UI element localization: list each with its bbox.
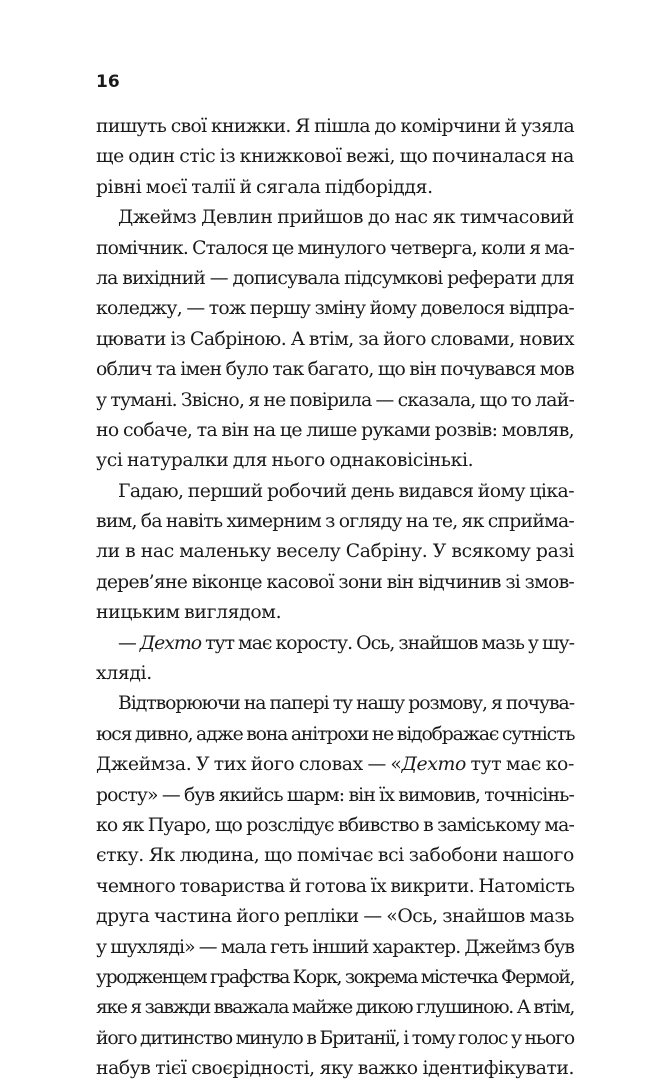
text-line: уродженцем графства Корк, зокрема містечка Фермой,: [96, 966, 574, 988]
text-line: коледжу, — тож першу зміну йому довелося відпра-: [96, 298, 574, 320]
text-line: Джеймз Девлин прийшов до нас як тимчасовий: [118, 207, 574, 229]
text-line: ще один стіс із книжкової вежі, що починалася на: [96, 146, 574, 168]
text-segment: —: [118, 632, 140, 654]
italic-word: Дехто: [401, 754, 466, 776]
text-line: усі натуралки для нього однаковісінькі.: [96, 450, 474, 472]
text-line: ли в нас маленьку веселу Сабріну. У всякому разі: [96, 541, 574, 563]
text-line: но собаче, та він на це лише руками розвів: мовляв,: [96, 419, 574, 441]
page-number: 16: [96, 72, 120, 92]
text-line: [96, 750, 574, 780]
text-segment: тут має коросту. Ось, знайшов мазь у шу-: [201, 632, 574, 654]
text-line: облич та імен було так багато, що він почувався мов: [96, 359, 574, 381]
text-line: яке я завжди вважала майже дикою глушиною. А втім,: [96, 997, 574, 1019]
text-line: його дитинство минуло в Британії, і тому голос у нього: [96, 1027, 574, 1049]
text-line: цювати із Сабріною. А втім, за його словами, нових: [96, 328, 574, 350]
text-line: ко як Пуаро, що розслідує вбивство в заміському ма-: [96, 814, 574, 836]
text-line: хляді.: [96, 663, 152, 685]
text-line: ницьким виглядом.: [96, 602, 282, 624]
text-line: єтку. Як людина, що помічає всі забобони нашого: [96, 845, 574, 867]
text-line: рівні моєї талії й сягала підборіддя.: [96, 176, 433, 198]
text-segment: тут має ко-: [465, 754, 574, 776]
text-line: Відтворюючи на папері ту нашу розмову, я почува-: [118, 693, 574, 715]
text-line: юся дивно, адже вона анітрохи не відображає сутність: [96, 723, 575, 745]
text-line: [96, 629, 574, 659]
text-segment: Джеймза. У тих його словах — «: [96, 754, 402, 776]
text-line: у тумані. Звісно, я не повірила — сказала, що то лай-: [96, 389, 575, 411]
body-text: [96, 112, 574, 1085]
text-line: вим, ба навіть химерним з огляду на те, як сприйма-: [96, 511, 574, 533]
text-line: помічник. Сталося це минулого четверга, коли я ма-: [96, 237, 574, 259]
text-line: Гадаю, перший робочий день видався йому ціка-: [118, 480, 574, 502]
text-line: набув тієї своєрідності, яку важко ідентифікувати.: [96, 1058, 574, 1080]
text-line: у шухляді» — мала геть інший характер. Джеймз був: [96, 936, 574, 958]
text-line: ла вихідний — дописувала підсумкові реферати для: [96, 267, 574, 289]
italic-word: Дехто: [139, 632, 202, 654]
text-line: чемного товариства й готова їх викрити. Натомість: [96, 875, 575, 897]
text-line: росту» — був якийсь шарм: він їх вимовив, точнісінь-: [96, 784, 574, 806]
text-line: друга частина його репліки — «Ось, знайшов мазь: [96, 906, 574, 928]
text-line: дерев’яне віконце касової зони він відчинив зі змов-: [96, 571, 574, 593]
text-line: пишуть свої книжки. Я пішла до комірчини й узяла: [96, 116, 574, 137]
